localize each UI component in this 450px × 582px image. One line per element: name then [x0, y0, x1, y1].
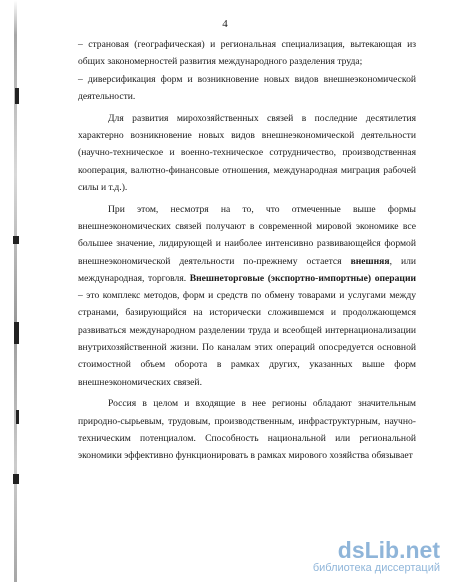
scan-artifact [13, 236, 19, 244]
scan-artifact [16, 410, 19, 424]
text-run: – это комплекс методов, форм и средств по обмену товарами и услугами между странами, базирующийся на исторически сложившемся и продолжающемся развиваться международном разделении труда и всеобщей интернационализации внутрихозяйственной жизни. По каналам этих операций опосредуется основной стоимостной объем оборота в рамках других, указанных выше форм внешнеэкономических связей. [78, 290, 416, 388]
paragraph-russia [78, 395, 416, 464]
bold-term-external: внешняя [350, 255, 390, 267]
text-run: Для развития мирохозяйственных связей в последние десятилетия характерно возникновение новых видов внешнеэкономической деятельности (научно-техническое и военно-техническое сотрудничество, производственная кооперация, валютно-финансовые отношения, международная миграция рабочей силы и т.д.). [78, 112, 416, 193]
paragraph-foreign-trade [78, 201, 416, 391]
paragraph-world-economy [78, 110, 416, 196]
watermark-logo: dsLib.net [337, 537, 440, 563]
text-run: Россия в целом и входящие в нее регионы обладают значительным природно-сырьевым, трудовым, производственным, инфраструктурным, научно-техническим потенциалом. Способность национальной или региональной экономики эффективно функционировать в рамках мирового хозяйства обязывает [78, 398, 416, 462]
scan-artifact [14, 322, 19, 344]
watermark-caption: библиотека диссертаций [312, 562, 440, 574]
scan-artifact [15, 88, 19, 104]
text-run: – диверсификация форм и возникновение новых видов внешнеэкономической деятельности. [78, 73, 416, 102]
watermark [313, 539, 440, 574]
text-run: При этом, несмотря на то, что отмеченные выше формы внешнеэкономических связей получают в современной мировой экономике все большее значение, лидирующей и наиболее интенсивно развивающейся формой внешнеэкономической деятельности по-прежнему остается [78, 203, 416, 267]
paragraph-bullet-diversification [78, 71, 416, 106]
text-run: , или международная, торговля. [78, 255, 416, 284]
document-body [78, 36, 416, 465]
bold-term-operations: Внешнеторговые (экспортно-импортные) операции [189, 272, 416, 284]
page-number: 4 [222, 18, 228, 30]
text-run: – страновая (географическая) и региональная специализация, вытекающая из общих закономерностей развития международного разделения труда; [78, 39, 416, 68]
scan-artifact [13, 474, 19, 484]
paragraph-bullet-specialization [78, 36, 416, 71]
